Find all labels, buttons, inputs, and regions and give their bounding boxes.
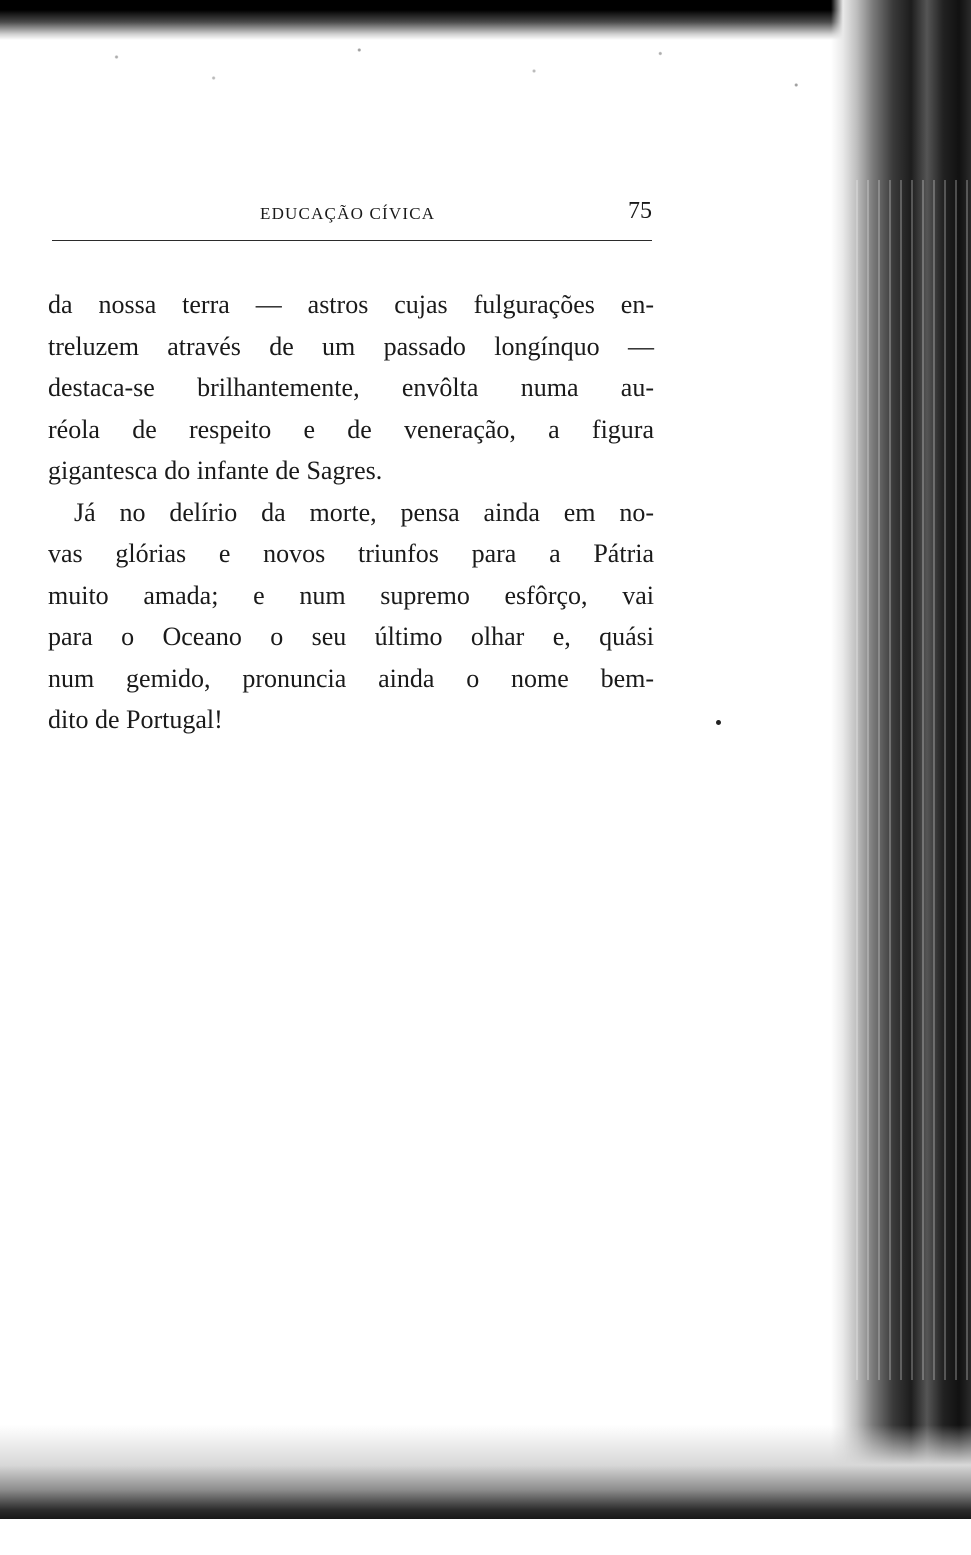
text-line: réola de respeito e de veneração, a figura (48, 414, 654, 444)
running-head (48, 198, 652, 232)
text-line: muito amada; e num supremo esfôrço, vai (48, 580, 654, 610)
body-text (48, 284, 654, 741)
scan-border-top (0, 0, 971, 40)
page-number: 75 (628, 198, 652, 224)
text-line: para o Oceano o seu último olhar e, quási (48, 622, 654, 651)
text-line: Já no delírio da morte, pensa ainda em no- (74, 497, 654, 527)
text-line: num gemido, pronuncia ainda o nome bem- (48, 663, 654, 693)
header-rule (52, 240, 652, 241)
text-line: dito de Portugal! (48, 705, 223, 734)
text-line: destaca-se brilhantemente, envôlta numa au- (48, 373, 654, 402)
text-line: gigantesca do infante de Sagres. (48, 456, 383, 485)
text-line: treluzem através de um passado longínquo — (48, 331, 654, 361)
scan-noise-right (851, 180, 971, 1380)
text-line: da nossa terra — astros cujas fulgurações en- (48, 290, 654, 319)
scan-noise-top (0, 36, 971, 106)
running-title: EDUCAÇÃO CÍVICA (260, 204, 436, 223)
text-line: vas glórias e novos triunfos para a Pátria (48, 539, 654, 568)
scan-margin-bottom (0, 1519, 971, 1555)
ink-speck (716, 720, 721, 725)
